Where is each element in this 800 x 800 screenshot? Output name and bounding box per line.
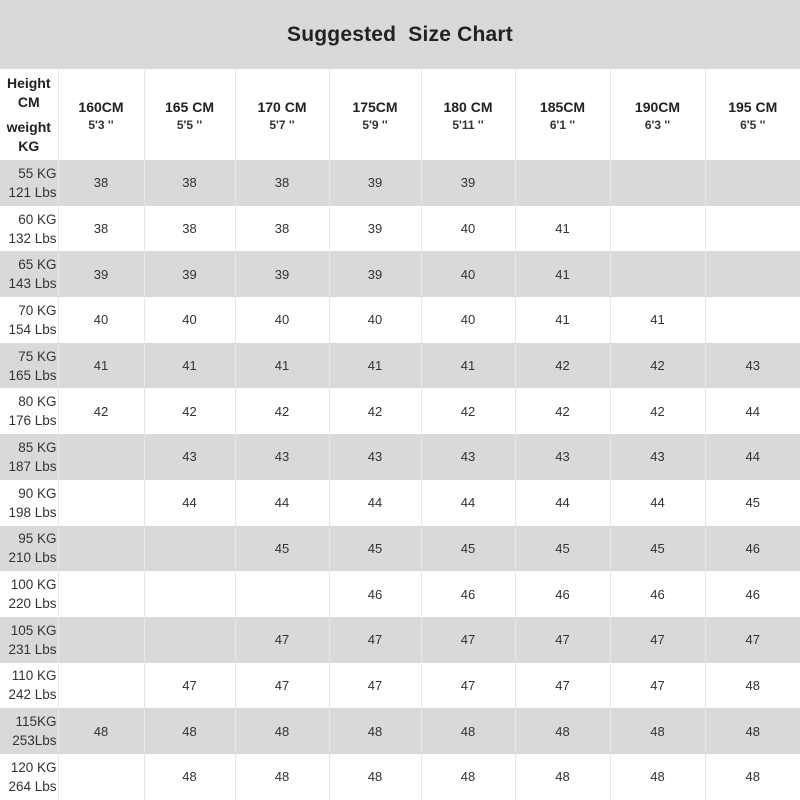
table-row xyxy=(0,388,800,434)
size-cell: 45 xyxy=(515,526,610,572)
size-cell: 48 xyxy=(745,769,760,785)
size-cell: 39 xyxy=(58,251,144,297)
size-cell xyxy=(610,251,705,297)
size-cell xyxy=(705,297,800,343)
weight-unit: KG xyxy=(18,138,40,154)
weight-kg: 90 KG xyxy=(18,485,57,501)
height-cm: 170 CM xyxy=(257,98,307,115)
size-cell: 48 xyxy=(329,754,421,800)
table-row xyxy=(0,663,800,709)
weight-cell xyxy=(0,617,58,663)
size-cell: 39 xyxy=(144,251,235,297)
size-cell: 41 xyxy=(58,343,144,389)
size-cell xyxy=(58,571,144,617)
size-cell: 45 xyxy=(235,526,329,572)
size-cell: 40 xyxy=(421,297,515,343)
size-cell xyxy=(515,160,610,206)
weight-lbs: 231 Lbs xyxy=(8,641,57,657)
size-cell: 46 xyxy=(745,540,760,556)
size-cell: 44 xyxy=(610,480,705,526)
size-cell: 45 xyxy=(610,526,705,572)
weight-kg: 70 KG xyxy=(18,302,57,318)
size-cell: 39 xyxy=(421,160,515,206)
weight-kg: 55 KG xyxy=(18,165,57,181)
size-cell: 46 xyxy=(421,571,515,617)
size-cell: 41 xyxy=(515,251,610,297)
size-cell xyxy=(705,206,800,252)
size-cell: 41 xyxy=(610,297,705,343)
size-cell: 42 xyxy=(235,388,329,434)
size-table xyxy=(0,70,800,800)
weight-cell xyxy=(0,206,58,252)
size-cell: 42 xyxy=(421,388,515,434)
weight-lbs: 242 Lbs xyxy=(8,687,57,703)
size-cell: 46 xyxy=(329,571,421,617)
weight-cell xyxy=(0,708,58,754)
height-cm: 165 CM xyxy=(164,98,215,115)
size-cell xyxy=(610,206,705,252)
size-cell xyxy=(610,160,705,206)
weight-kg: 60 KG xyxy=(18,211,57,227)
size-cell: 41 xyxy=(144,343,235,389)
size-cell: 48 xyxy=(144,754,235,800)
size-cell: 39 xyxy=(235,251,329,297)
weight-cell xyxy=(0,434,58,480)
size-cell: 38 xyxy=(144,160,235,206)
size-cell: 40 xyxy=(235,297,329,343)
size-cell: 46 xyxy=(515,571,610,617)
weight-lbs: 210 Lbs xyxy=(8,550,57,566)
height-ft: 6'1 '' xyxy=(549,117,576,132)
size-table-body xyxy=(0,160,800,800)
weight-cell xyxy=(0,297,58,343)
table-row xyxy=(0,251,800,297)
height-cm: 185CM xyxy=(539,98,586,115)
weight-lbs: 132 Lbs xyxy=(8,230,57,246)
weight-kg: 110 KG xyxy=(11,668,57,684)
size-cell: 42 xyxy=(515,388,610,434)
weight-cell xyxy=(0,526,58,572)
size-cell: 47 xyxy=(610,617,705,663)
weight-cell xyxy=(0,480,58,526)
size-cell: 46 xyxy=(745,586,760,602)
height-ft: 6'5 '' xyxy=(740,117,766,132)
weight-cell xyxy=(0,571,58,617)
weight-kg: 80 KG xyxy=(18,394,57,410)
height-column-header xyxy=(58,70,144,160)
size-cell: 48 xyxy=(745,677,760,693)
size-cell: 38 xyxy=(58,160,144,206)
weight-kg: 85 KG xyxy=(18,439,57,455)
size-cell: 44 xyxy=(515,480,610,526)
size-cell: 38 xyxy=(58,206,144,252)
size-cell: 48 xyxy=(610,708,705,754)
height-ft: 5'9 '' xyxy=(362,117,388,132)
size-cell xyxy=(58,754,144,800)
height-ft: 5'11 '' xyxy=(452,117,484,132)
table-row xyxy=(0,434,800,480)
size-cell: 40 xyxy=(58,297,144,343)
size-cell: 43 xyxy=(421,434,515,480)
table-row xyxy=(0,617,800,663)
weight-kg: 115KG xyxy=(15,714,57,730)
corner-header xyxy=(0,70,58,160)
weight-kg: 75 KG xyxy=(18,348,57,364)
height-column-header xyxy=(329,70,421,160)
weight-cell xyxy=(0,663,58,709)
weight-kg: 65 KG xyxy=(18,257,57,273)
height-column-header xyxy=(610,70,705,160)
weight-lbs: 264 Lbs xyxy=(8,778,57,794)
height-cm: 160CM xyxy=(78,98,124,115)
size-cell: 47 xyxy=(421,663,515,709)
size-cell xyxy=(705,160,800,206)
size-cell: 43 xyxy=(235,434,329,480)
size-cell: 47 xyxy=(610,663,705,709)
size-cell: 41 xyxy=(235,343,329,389)
size-cell: 38 xyxy=(144,206,235,252)
size-cell: 40 xyxy=(421,206,515,252)
table-row xyxy=(0,526,800,572)
table-row xyxy=(0,160,800,206)
weight-lbs: 143 Lbs xyxy=(8,276,57,292)
size-cell: 44 xyxy=(745,449,760,465)
size-cell xyxy=(58,480,144,526)
size-cell: 39 xyxy=(329,251,421,297)
size-cell: 42 xyxy=(144,388,235,434)
size-cell: 47 xyxy=(515,617,610,663)
weight-kg: 95 KG xyxy=(18,531,57,547)
size-cell: 48 xyxy=(515,754,610,800)
size-cell: 43 xyxy=(515,434,610,480)
size-cell: 40 xyxy=(144,297,235,343)
size-cell: 45 xyxy=(421,526,515,572)
size-cell: 43 xyxy=(610,434,705,480)
size-cell xyxy=(705,251,800,297)
weight-cell xyxy=(0,754,58,800)
weight-lbs: 154 Lbs xyxy=(8,321,57,337)
weight-cell xyxy=(0,343,58,389)
size-cell: 44 xyxy=(421,480,515,526)
size-cell: 47 xyxy=(745,632,760,648)
height-ft: 5'3 '' xyxy=(88,117,114,132)
size-cell: 47 xyxy=(329,663,421,709)
weight-kg: 105 KG xyxy=(10,622,57,638)
weight-lbs: 165 Lbs xyxy=(8,367,57,383)
header-row xyxy=(0,70,800,160)
size-cell: 47 xyxy=(515,663,610,709)
table-row xyxy=(0,297,800,343)
size-cell: 38 xyxy=(235,206,329,252)
table-row xyxy=(0,206,800,252)
size-cell: 44 xyxy=(745,403,760,419)
size-cell: 41 xyxy=(421,343,515,389)
height-column-header xyxy=(235,70,329,160)
size-cell: 42 xyxy=(610,388,705,434)
chart-title: Suggested Size Chart xyxy=(0,0,800,70)
weight-cell xyxy=(0,251,58,297)
weight-lbs: 198 Lbs xyxy=(8,504,57,520)
size-cell: 43 xyxy=(144,434,235,480)
height-cm: 180 CM xyxy=(443,98,493,115)
size-cell: 48 xyxy=(421,754,515,800)
size-cell: 41 xyxy=(515,297,610,343)
size-cell: 43 xyxy=(745,358,760,374)
height-cm: 190CM xyxy=(634,98,681,115)
weight-kg: 100 KG xyxy=(10,577,57,593)
height-column-header xyxy=(705,70,800,160)
size-cell: 44 xyxy=(144,480,235,526)
size-cell: 48 xyxy=(329,708,421,754)
size-cell: 42 xyxy=(329,388,421,434)
size-cell: 47 xyxy=(235,663,329,709)
size-cell: 47 xyxy=(235,617,329,663)
size-cell: 45 xyxy=(329,526,421,572)
weight-lbs: 220 Lbs xyxy=(8,596,57,612)
table-row xyxy=(0,571,800,617)
size-cell: 42 xyxy=(515,343,610,389)
size-cell: 47 xyxy=(329,617,421,663)
weight-lbs: 121 Lbs xyxy=(8,184,57,200)
height-ft: 5'7 '' xyxy=(269,117,295,132)
height-column-header xyxy=(421,70,515,160)
size-cell: 43 xyxy=(329,434,421,480)
weight-label: weight xyxy=(6,119,51,135)
size-cell: 48 xyxy=(58,708,144,754)
height-label: Height xyxy=(6,75,51,91)
height-ft: 6'3 '' xyxy=(644,117,671,132)
size-cell: 48 xyxy=(144,708,235,754)
table-row xyxy=(0,343,800,389)
size-cell: 38 xyxy=(235,160,329,206)
weight-cell xyxy=(0,388,58,434)
size-cell: 40 xyxy=(421,251,515,297)
size-cell: 47 xyxy=(421,617,515,663)
size-cell: 41 xyxy=(515,206,610,252)
table-row xyxy=(0,754,800,800)
height-unit: CM xyxy=(17,94,40,110)
size-cell: 48 xyxy=(235,708,329,754)
table-row xyxy=(0,480,800,526)
size-cell: 39 xyxy=(329,206,421,252)
size-cell: 48 xyxy=(421,708,515,754)
size-cell: 44 xyxy=(329,480,421,526)
size-cell xyxy=(58,663,144,709)
height-cm: 195 CM xyxy=(728,98,778,115)
height-cm: 175CM xyxy=(352,98,398,115)
table-row xyxy=(0,708,800,754)
size-cell: 48 xyxy=(515,708,610,754)
weight-lbs: 253Lbs xyxy=(12,733,57,749)
size-cell: 41 xyxy=(329,343,421,389)
size-cell: 46 xyxy=(610,571,705,617)
size-cell: 45 xyxy=(745,495,760,511)
size-cell: 40 xyxy=(329,297,421,343)
height-column-header xyxy=(515,70,610,160)
size-cell: 48 xyxy=(610,754,705,800)
height-ft: 5'5 '' xyxy=(176,117,203,132)
size-cell: 39 xyxy=(329,160,421,206)
height-column-header xyxy=(144,70,235,160)
weight-cell xyxy=(0,160,58,206)
size-cell xyxy=(144,617,235,663)
size-cell: 44 xyxy=(235,480,329,526)
weight-lbs: 187 Lbs xyxy=(8,458,57,474)
size-cell xyxy=(144,571,235,617)
weight-kg: 120 KG xyxy=(10,759,57,775)
size-cell xyxy=(58,526,144,572)
size-cell: 47 xyxy=(144,663,235,709)
size-cell: 42 xyxy=(610,343,705,389)
size-cell xyxy=(144,526,235,572)
size-cell: 42 xyxy=(58,388,144,434)
weight-lbs: 176 Lbs xyxy=(8,413,57,429)
size-cell xyxy=(58,434,144,480)
size-cell xyxy=(235,571,329,617)
size-cell xyxy=(58,617,144,663)
size-cell: 48 xyxy=(235,754,329,800)
size-cell: 48 xyxy=(745,723,760,739)
